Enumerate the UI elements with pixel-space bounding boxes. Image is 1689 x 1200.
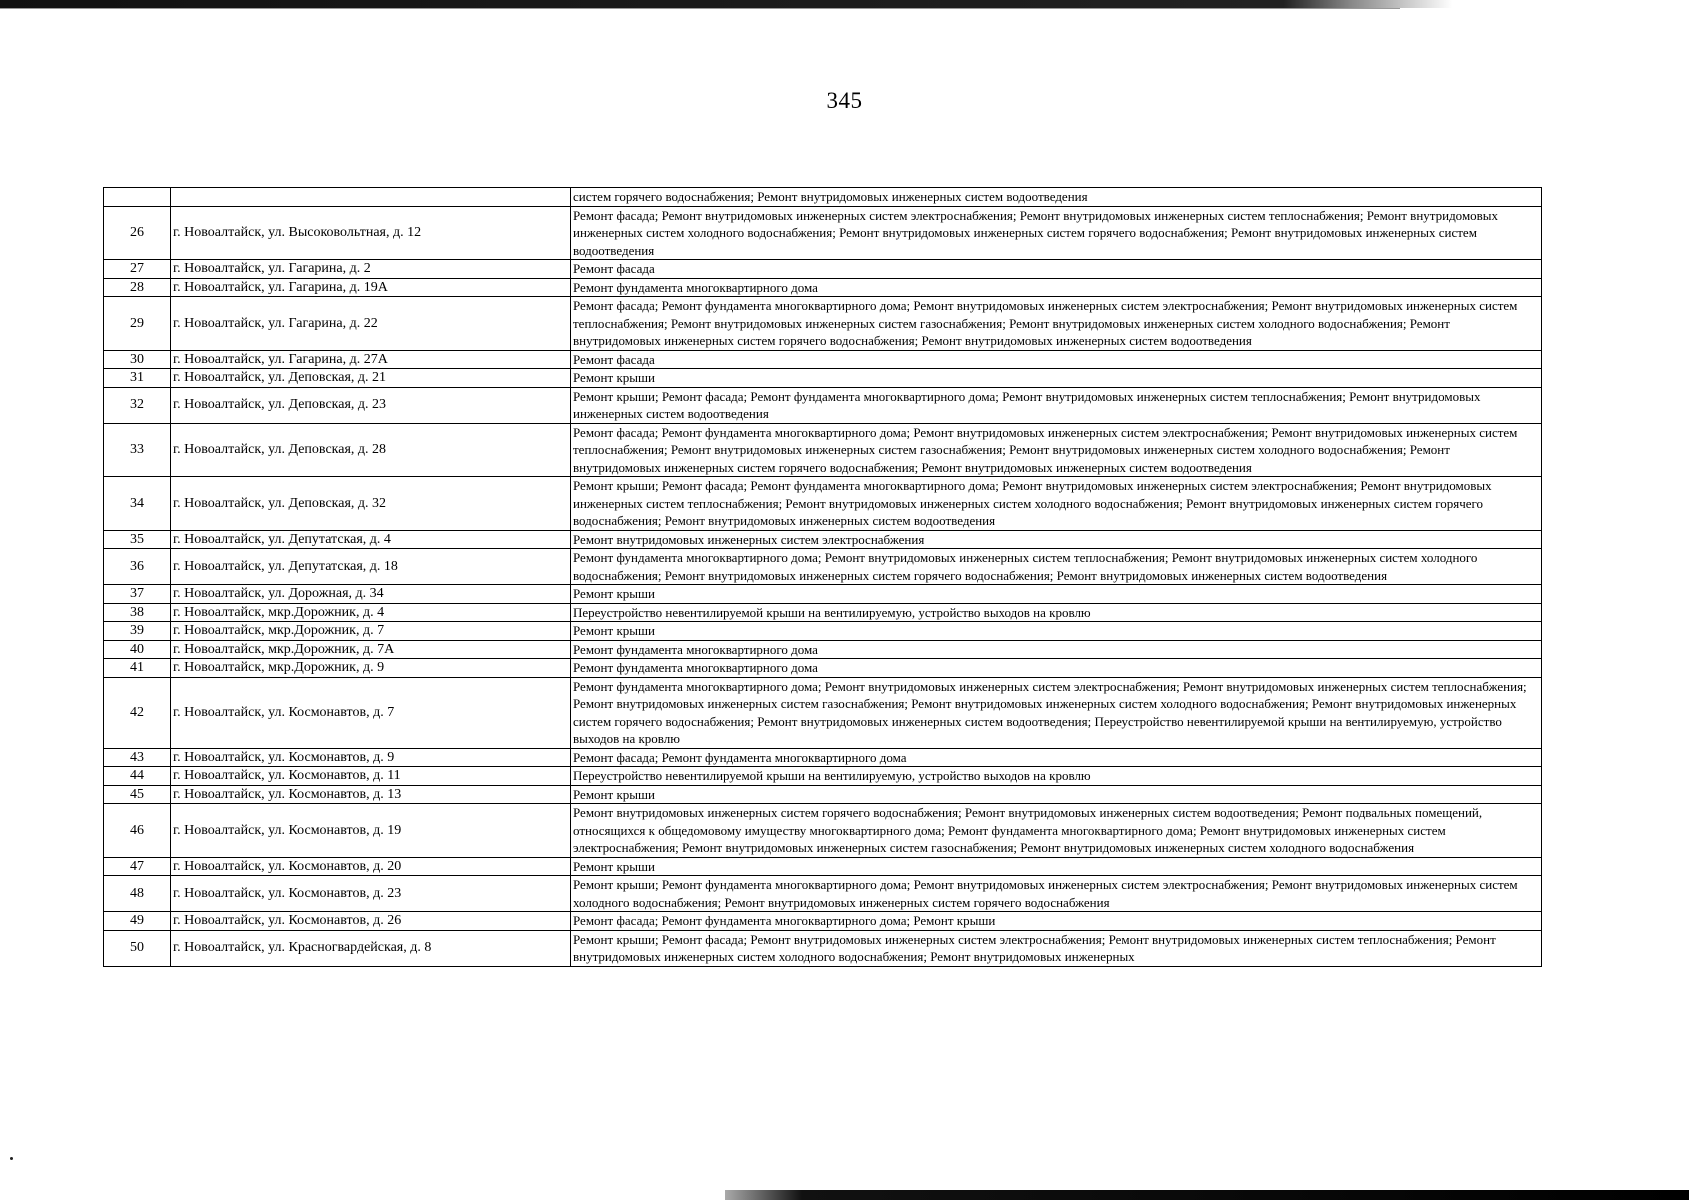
- row-address: г. Новоалтайск, ул. Космонавтов, д. 13: [171, 785, 571, 804]
- row-address: г. Новоалтайск, ул. Гагарина, д. 2: [171, 260, 571, 279]
- table-row: [104, 278, 1542, 297]
- page-number: 345: [826, 88, 863, 113]
- table-row: [104, 804, 1542, 858]
- row-address: г. Новоалтайск, ул. Космонавтов, д. 23: [171, 876, 571, 912]
- row-works: Ремонт фасада; Ремонт фундамента многоквартирного дома: [571, 748, 1542, 767]
- row-number: 43: [104, 748, 171, 767]
- row-address: г. Новоалтайск, мкр.Дорожник, д. 7: [171, 622, 571, 641]
- row-works: Переустройство невентилируемой крыши на вентилируемую, устройство выходов на кровлю: [571, 603, 1542, 622]
- table-row: [104, 477, 1542, 531]
- row-works: Ремонт фасада; Ремонт внутридомовых инженерных систем электроснабжения; Ремонт внутридомовых инженерных систем теплоснабжения; Ремонт внутридомовых инженерных систем холодного водоснабжения; Ремонт внутридомовых инженерных систем горячего водоснабжения; Ремонт внутридомовых инженерных систем водоотведения: [571, 206, 1542, 260]
- row-address: г. Новоалтайск, ул. Космонавтов, д. 20: [171, 857, 571, 876]
- row-number: 47: [104, 857, 171, 876]
- row-works: Ремонт внутридомовых инженерных систем электроснабжения: [571, 530, 1542, 549]
- row-works: Переустройство невентилируемой крыши на вентилируемую, устройство выходов на кровлю: [571, 767, 1542, 786]
- row-number: 26: [104, 206, 171, 260]
- table-row: [104, 857, 1542, 876]
- row-number: 45: [104, 785, 171, 804]
- row-works: Ремонт крыши; Ремонт фасада; Ремонт фундамента многоквартирного дома; Ремонт внутридомовых инженерных систем электроснабжения; Ремонт внутридомовых инженерных систем теплоснабжения; Ремонт внутридомовых инженерных систем холодного водоснабжения; Ремонт внутридомовых инженерных систем горячего водоснабжения; Ремонт внутридомовых инженерных систем водоотведения: [571, 477, 1542, 531]
- row-address: г. Новоалтайск, ул. Депутатская, д. 18: [171, 549, 571, 585]
- table-row: [104, 603, 1542, 622]
- row-works: Ремонт фасада: [571, 350, 1542, 369]
- table-row: [104, 640, 1542, 659]
- row-works: Ремонт крыши; Ремонт фасада; Ремонт внутридомовых инженерных систем электроснабжения; Ремонт внутридомовых инженерных систем теплоснабжения; Ремонт внутридомовых инженерных систем холодного водоснабжения; Ремонт внутридомовых инженерных: [571, 930, 1542, 966]
- row-number: 50: [104, 930, 171, 966]
- row-number: 31: [104, 369, 171, 388]
- row-works: Ремонт крыши; Ремонт фасада; Ремонт фундамента многоквартирного дома; Ремонт внутридомовых инженерных систем теплоснабжения; Ремонт внутридомовых инженерных систем водоотведения: [571, 387, 1542, 423]
- table-row: [104, 387, 1542, 423]
- row-number: 37: [104, 585, 171, 604]
- row-address: г. Новоалтайск, ул. Дорожная, д. 34: [171, 585, 571, 604]
- row-works: Ремонт крыши: [571, 622, 1542, 641]
- row-number: 42: [104, 677, 171, 748]
- row-address: г. Новоалтайск, ул. Гагарина, д. 19А: [171, 278, 571, 297]
- table-row: [104, 206, 1542, 260]
- table-row: [104, 369, 1542, 388]
- row-works: Ремонт крыши: [571, 369, 1542, 388]
- row-number: 35: [104, 530, 171, 549]
- row-number: 30: [104, 350, 171, 369]
- table-row: [104, 549, 1542, 585]
- row-number: 28: [104, 278, 171, 297]
- row-number: 32: [104, 387, 171, 423]
- row-address: г. Новоалтайск, ул. Гагарина, д. 27А: [171, 350, 571, 369]
- row-address: г. Новоалтайск, ул. Деповская, д. 21: [171, 369, 571, 388]
- table-row: [104, 260, 1542, 279]
- table-row: [104, 930, 1542, 966]
- table-row: [104, 785, 1542, 804]
- scan-line-top: [0, 8, 1400, 9]
- table-row: [104, 530, 1542, 549]
- table-row: [104, 423, 1542, 477]
- table-row: [104, 585, 1542, 604]
- row-address: г. Новоалтайск, ул. Космонавтов, д. 26: [171, 912, 571, 931]
- row-number: 33: [104, 423, 171, 477]
- table-row: [104, 350, 1542, 369]
- row-works: Ремонт фундамента многоквартирного дома: [571, 640, 1542, 659]
- row-address: [171, 188, 571, 207]
- row-number: 27: [104, 260, 171, 279]
- scan-edge-bottom: [725, 1190, 1689, 1200]
- table-row: [104, 677, 1542, 748]
- row-works: Ремонт фасада; Ремонт фундамента многоквартирного дома; Ремонт крыши: [571, 912, 1542, 931]
- table-row: [104, 767, 1542, 786]
- row-works: Ремонт крыши: [571, 857, 1542, 876]
- row-address: г. Новоалтайск, мкр.Дорожник, д. 4: [171, 603, 571, 622]
- row-works: Ремонт крыши; Ремонт фундамента многоквартирного дома; Ремонт внутридомовых инженерных систем электроснабжения; Ремонт внутридомовых инженерных систем холодного водоснабжения; Ремонт внутридомовых инженерных систем горячего водоснабжения: [571, 876, 1542, 912]
- row-number: 49: [104, 912, 171, 931]
- table-row: [104, 622, 1542, 641]
- row-works: Ремонт фасада: [571, 260, 1542, 279]
- row-address: г. Новоалтайск, ул. Гагарина, д. 22: [171, 297, 571, 351]
- works-table: [103, 187, 1542, 967]
- row-works: Ремонт крыши: [571, 585, 1542, 604]
- row-number: 36: [104, 549, 171, 585]
- row-address: г. Новоалтайск, мкр.Дорожник, д. 7А: [171, 640, 571, 659]
- works-table-body: [104, 188, 1542, 967]
- row-number: 39: [104, 622, 171, 641]
- row-address: г. Новоалтайск, ул. Деповская, д. 28: [171, 423, 571, 477]
- row-address: г. Новоалтайск, ул. Красногвардейская, д. 8: [171, 930, 571, 966]
- table-row: [104, 912, 1542, 931]
- row-number: 34: [104, 477, 171, 531]
- row-works: Ремонт фундамента многоквартирного дома; Ремонт внутридомовых инженерных систем электроснабжения; Ремонт внутридомовых инженерных систем теплоснабжения; Ремонт внутридомовых инженерных систем газоснабжения; Ремонт внутридомовых инженерных систем холодного водоснабжения; Ремонт внутридомовых инженерных систем горячего водоснабжения; Ремонт внутридомовых инженерных систем водоотведения; Переустройство невентилируемой крыши на вентилируемую, устройство выходов на кровлю: [571, 677, 1542, 748]
- table-row: [104, 876, 1542, 912]
- row-works: Ремонт фундамента многоквартирного дома: [571, 659, 1542, 678]
- row-works: Ремонт фасада; Ремонт фундамента многоквартирного дома; Ремонт внутридомовых инженерных систем электроснабжения; Ремонт внутридомовых инженерных систем теплоснабжения; Ремонт внутридомовых инженерных систем газоснабжения; Ремонт внутридомовых инженерных систем холодного водоснабжения; Ремонт внутридомовых инженерных систем горячего водоснабжения; Ремонт внутридомовых инженерных систем водоотведения: [571, 423, 1542, 477]
- row-works: Ремонт фундамента многоквартирного дома: [571, 278, 1542, 297]
- row-works: Ремонт внутридомовых инженерных систем горячего водоснабжения; Ремонт внутридомовых инженерных систем водоотведения; Ремонт подвальных помещений, относящихся к общедомовому имуществу многоквартирного дома; Ремонт фундамента многоквартирного дома; Ремонт внутридомовых инженерных систем электроснабжения; Ремонт внутридомовых инженерных систем газоснабжения; Ремонт внутридомовых инженерных систем холодного водоснабжения: [571, 804, 1542, 858]
- row-works: систем горячего водоснабжения; Ремонт внутридомовых инженерных систем водоотведения: [571, 188, 1542, 207]
- table-row: [104, 188, 1542, 207]
- row-number: 41: [104, 659, 171, 678]
- table-row: [104, 748, 1542, 767]
- scan-edge-top: [0, 0, 1689, 8]
- row-address: г. Новоалтайск, ул. Деповская, д. 32: [171, 477, 571, 531]
- row-number: 46: [104, 804, 171, 858]
- row-address: г. Новоалтайск, ул. Космонавтов, д. 7: [171, 677, 571, 748]
- row-address: г. Новоалтайск, ул. Деповская, д. 23: [171, 387, 571, 423]
- row-address: г. Новоалтайск, ул. Космонавтов, д. 9: [171, 748, 571, 767]
- row-address: г. Новоалтайск, ул. Высоковольтная, д. 12: [171, 206, 571, 260]
- row-number: 29: [104, 297, 171, 351]
- row-works: Ремонт крыши: [571, 785, 1542, 804]
- row-number: [104, 188, 171, 207]
- row-address: г. Новоалтайск, мкр.Дорожник, д. 9: [171, 659, 571, 678]
- row-number: 44: [104, 767, 171, 786]
- row-address: г. Новоалтайск, ул. Космонавтов, д. 19: [171, 804, 571, 858]
- row-number: 48: [104, 876, 171, 912]
- table-row: [104, 297, 1542, 351]
- row-address: г. Новоалтайск, ул. Депутатская, д. 4: [171, 530, 571, 549]
- row-address: г. Новоалтайск, ул. Космонавтов, д. 11: [171, 767, 571, 786]
- scan-speck: [10, 1157, 13, 1160]
- row-works: Ремонт фундамента многоквартирного дома; Ремонт внутридомовых инженерных систем теплоснабжения; Ремонт внутридомовых инженерных систем холодного водоснабжения; Ремонт внутридомовых инженерных систем горячего водоснабжения; Ремонт внутридомовых инженерных систем водоотведения: [571, 549, 1542, 585]
- row-number: 38: [104, 603, 171, 622]
- row-number: 40: [104, 640, 171, 659]
- table-row: [104, 659, 1542, 678]
- row-works: Ремонт фасада; Ремонт фундамента многоквартирного дома; Ремонт внутридомовых инженерных систем электроснабжения; Ремонт внутридомовых инженерных систем теплоснабжения; Ремонт внутридомовых инженерных систем газоснабжения; Ремонт внутридомовых инженерных систем холодного водоснабжения; Ремонт внутридомовых инженерных систем горячего водоснабжения; Ремонт внутридомовых инженерных систем водоотведения: [571, 297, 1542, 351]
